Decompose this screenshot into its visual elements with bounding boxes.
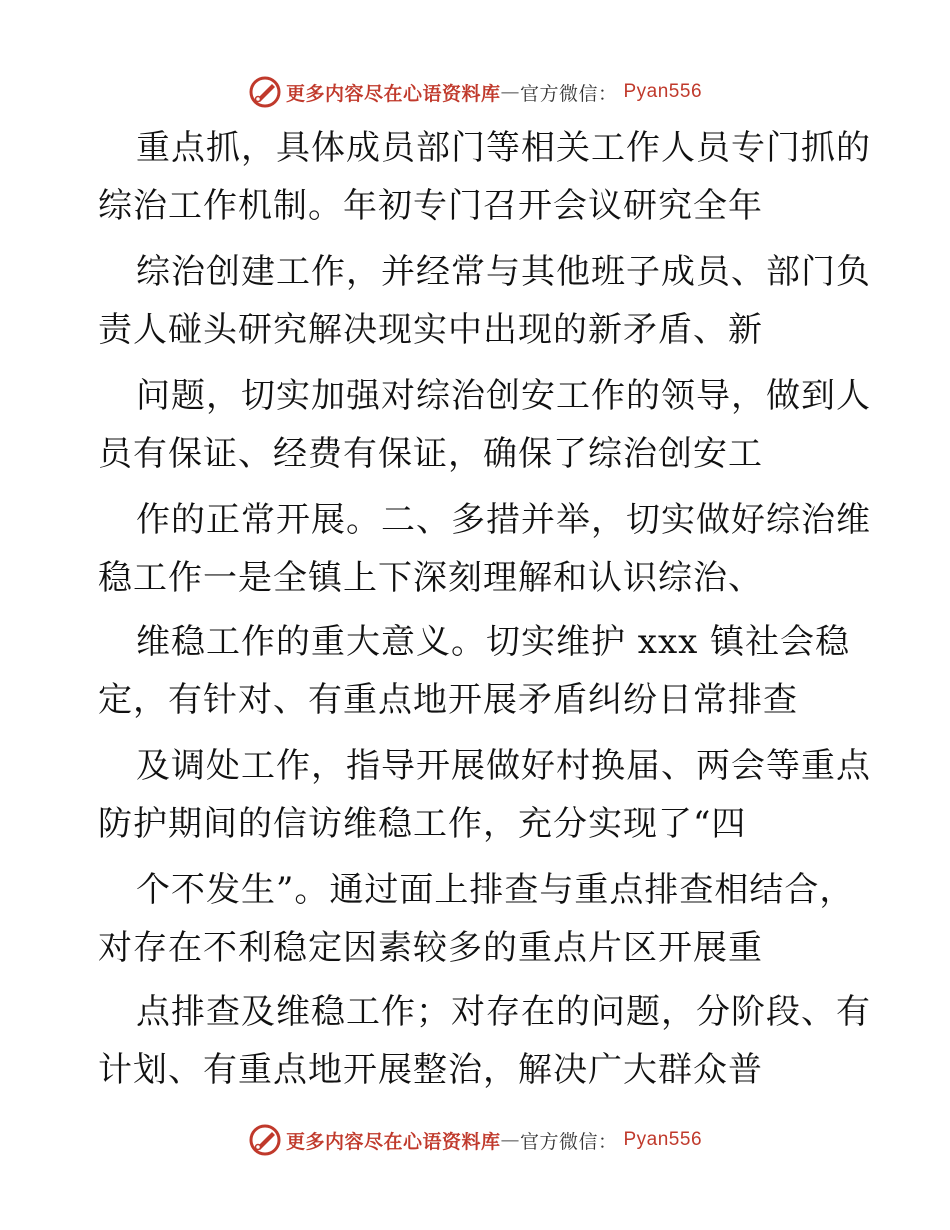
watermark-wechat-id: Pyan556 xyxy=(623,81,703,102)
body-line: 防护期间的信访维稳工作，充分实现了“四 xyxy=(98,804,747,844)
body-line: 综治创建工作，并经常与其他班子成员、部门负 xyxy=(136,252,871,292)
watermark-label: 官方微信： xyxy=(519,1130,618,1153)
footer-watermark xyxy=(0,1120,950,1160)
body-line: 个不发生”。通过面上排查与重点排查相结合， xyxy=(136,870,855,910)
watermark-dash: — xyxy=(500,81,520,103)
watermark-dash: — xyxy=(500,1129,520,1151)
brand-logo-icon xyxy=(248,1123,282,1157)
header-watermark xyxy=(0,72,950,112)
body-line: 责人碰头研究解决现实中出现的新矛盾、新 xyxy=(98,310,763,350)
body-line: 稳工作一是全镇上下深刻理解和认识综治、 xyxy=(98,558,763,598)
body-line: 定，有针对、有重点地开展矛盾纠纷日常排查 xyxy=(98,680,798,720)
brand-logo-icon xyxy=(248,75,282,109)
body-line: 问题，切实加强对综治创安工作的领导，做到人 xyxy=(136,376,871,416)
watermark-wechat-id: Pyan556 xyxy=(623,1129,703,1150)
body-line: 重点抓，具体成员部门等相关工作人员专门抓的 xyxy=(136,128,871,168)
watermark-label: 官方微信： xyxy=(519,82,618,105)
body-line: 及调处工作，指导开展做好村换届、两会等重点 xyxy=(136,746,871,786)
body-line: 员有保证、经费有保证，确保了综治创安工 xyxy=(98,434,763,474)
body-line: 综治工作机制。年初专门召开会议研究全年 xyxy=(98,186,763,226)
body-line: 维稳工作的重大意义。切实维护 xxx 镇社会稳 xyxy=(136,622,851,662)
watermark-main-text: 更多内容尽在心语资料库 xyxy=(285,1130,501,1153)
body-line: 对存在不利稳定因素较多的重点片区开展重 xyxy=(98,928,763,968)
body-line: 作的正常开展。二、多措并举，切实做好综治维 xyxy=(136,500,871,540)
watermark-main-text: 更多内容尽在心语资料库 xyxy=(285,82,501,105)
body-line: 计划、有重点地开展整治，解决广大群众普 xyxy=(98,1050,763,1090)
body-line: 点排查及维稳工作；对存在的问题，分阶段、有 xyxy=(136,992,871,1032)
